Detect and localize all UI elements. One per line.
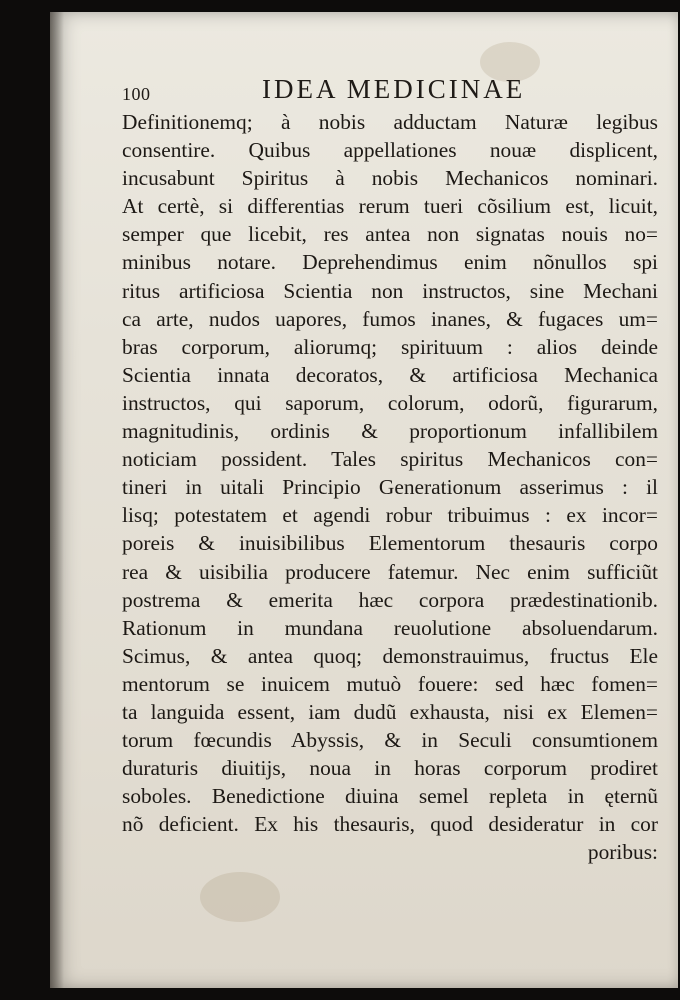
text-line: poreis & inuisibilibus Elementorum thesauris corpo bbox=[122, 531, 658, 556]
page-header bbox=[122, 74, 658, 108]
body-text bbox=[122, 108, 658, 867]
text-line: Definitionemq; à nobis adductam Naturæ legibus bbox=[122, 110, 658, 134]
text-line: noticiam possident. Tales spiritus Mechanicos con= bbox=[122, 447, 658, 472]
text-line: torum fœcundis Abyssis, & in Seculi consumtionem bbox=[122, 728, 658, 753]
text-line: postrema & emerita hæc corpora prædestinationib. bbox=[122, 587, 658, 612]
text-line: nõ deficient. Ex his thesauris, quod desideratur in cor bbox=[122, 812, 658, 837]
catchword: poribus: bbox=[587, 840, 658, 865]
text-line: ritus artificiosa Scientia non instructos, sine Mechani bbox=[122, 278, 658, 303]
text-line: mentorum se inuicem mutuò fouere: sed hæc fomen= bbox=[122, 671, 658, 696]
running-title: IDEA MEDICINAE bbox=[262, 74, 526, 104]
text-line: Scientia innata decoratos, & artificiosa Mechanica bbox=[122, 362, 658, 387]
text-line: rea & uisibilia producere fatemur. Nec enim sufficiũt bbox=[122, 559, 658, 584]
text-line: ta languida essent, iam dudũ exhausta, nisi ex Elemen= bbox=[122, 699, 658, 724]
text-line: incusabunt Spiritus à nobis Mechanicos nominari. bbox=[122, 166, 658, 191]
paper-stain bbox=[200, 872, 280, 922]
text-line: semper que licebit, res antea non signatas nouis no= bbox=[122, 222, 658, 247]
text-line: tineri in uitali Principio Generationum asserimus : il bbox=[122, 475, 658, 500]
text-line: consentire. Quibus appellationes nouæ displicent, bbox=[122, 138, 658, 163]
text-line: lisq; potestatem et agendi robur tribuimus : ex incor= bbox=[122, 503, 658, 528]
text-line: bras corporum, aliorumq; spirituum : alios deinde bbox=[122, 334, 658, 359]
text-line: soboles. Benedictione diuina semel repleta in ęternũ bbox=[122, 784, 658, 809]
text-line: magnitudinis, ordinis & proportionum infallibilem bbox=[122, 419, 658, 444]
text-line: Rationum in mundana reuolutione absoluendarum. bbox=[122, 615, 658, 640]
text-line: ca arte, nudos uapores, fumos inanes, & fugaces um= bbox=[122, 306, 658, 331]
page-gutter-shadow bbox=[50, 12, 64, 988]
text-line: At certè, si differentias rerum tueri cõsilium est, licuit, bbox=[122, 194, 658, 219]
page-number: 100 bbox=[122, 84, 151, 104]
text-line: Scimus, & antea quoq; demonstrauimus, fructus Ele bbox=[122, 643, 658, 668]
text-line: minibus notare. Deprehendimus enim nõnullos spi bbox=[122, 250, 658, 275]
text-line: instructos, qui saporum, colorum, odorũ, figurarum, bbox=[122, 390, 658, 415]
text-line: duraturis diuitijs, noua in horas corporum prodiret bbox=[122, 756, 658, 781]
